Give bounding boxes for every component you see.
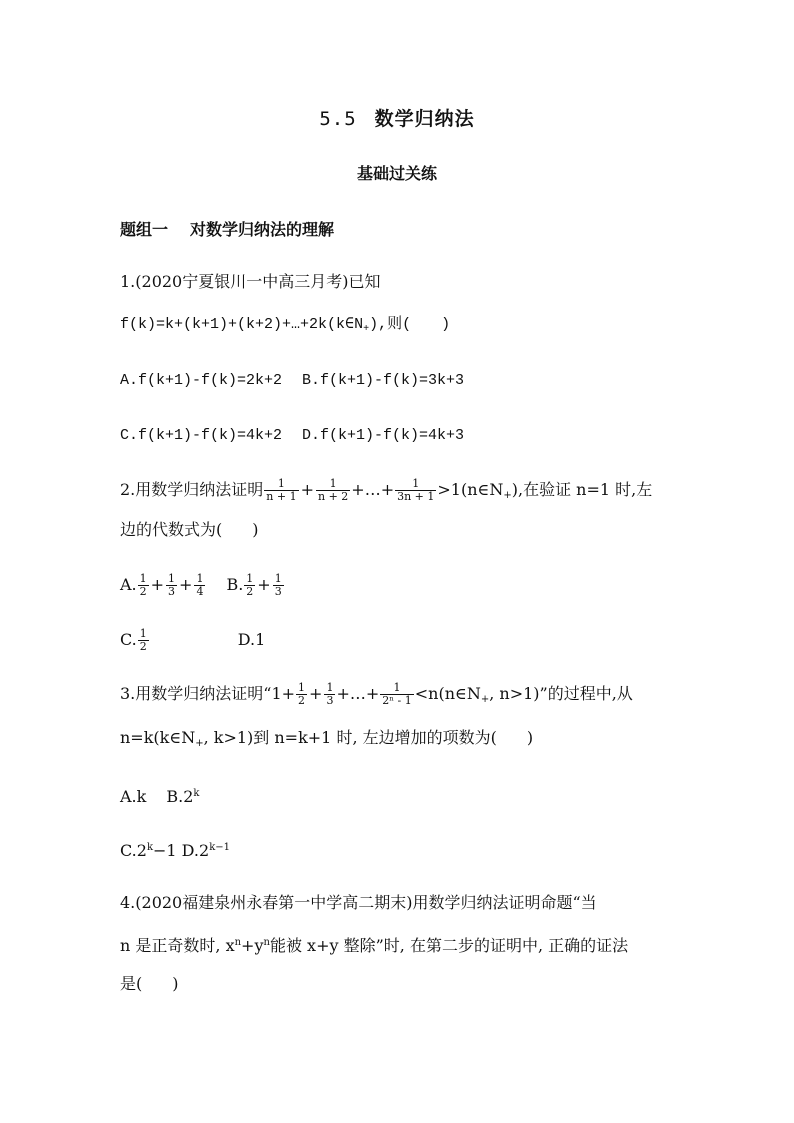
q4-line2: n 是正奇数时, $x^n+y^n$能被 x+y 整除”时, 在第二步的证明中, 正确的证法 [120, 936, 629, 955]
q3-options-cd: $C.2^k-1$ $D.2^{k-1}$ [120, 841, 231, 860]
title-text: 数学归纳法 [374, 108, 475, 130]
q2-options-cd [120, 628, 265, 653]
q2-line2: 边的代数式为( ) [120, 520, 259, 539]
q1-option-b: B.f(k+1)-f(k)=3k+3 [302, 372, 465, 389]
q2-frac-1: $\frac{1}{n + 1}$ [266, 477, 297, 503]
q3-line1: 3.用数学归纳法证明“1+ $\frac{1}{2}$ + $\frac{1}{3}$ +…+ $\frac{1}{\text{2ⁿ - 1}}$ $<n(n\in N_+$, n>1)”的过程中,从 [120, 681, 633, 707]
q1-line1: 1.(2020宁夏银川一中高三月考)已知 [120, 272, 381, 291]
q2-frac-2: $\frac{1}{n + 2}$ [317, 477, 349, 503]
q4-line1: 4.(2020福建泉州永春第一中学高二期末)用数学归纳法证明命题“当 [120, 893, 597, 912]
q2-option-a: A. $\frac{1}{2}$ + $\frac{1}{3}$ + $\frac{1}{4}$ [120, 572, 204, 598]
q1-option-d: D.f(k+1)-f(k)=4k+3 [302, 427, 465, 444]
q1-option-a: A.f(k+1)-f(k)=2k+2 [120, 372, 283, 389]
q2-frac-3: $\frac{1}{3n + 1}$ [397, 477, 435, 503]
q3-option-b: B.2$^k$ [166, 787, 200, 806]
q1-options-cd [120, 424, 464, 448]
subtitle: 基础过关练 [356, 164, 437, 183]
q2-line1: 2.用数学归纳法证明 $\frac{1}{n + 1}$ + $\frac{1}{n + 2}$ +…+ $\frac{1}{3n + 1}$ $>1(n\in N_+)$,在验证 n=1 时,左 [120, 477, 653, 503]
q2-options-ab [120, 573, 285, 598]
q3-line2: $n=k(k\in N_+$, k>1)到 n=k+1 时, 左边增加的项数为( ) [120, 728, 534, 749]
q3-options-ab [120, 782, 199, 809]
section-text: 对数学归纳法的理解 [190, 220, 335, 239]
section-heading [120, 217, 334, 240]
q2-option-b: B. $\frac{1}{2}$ + $\frac{1}{3}$ [226, 572, 282, 598]
q2-option-c: C. $\frac{1}{2}$ [120, 627, 147, 653]
q4-line3: 是( ) [120, 974, 179, 993]
page-title [0, 104, 794, 131]
q1-options-ab [120, 369, 464, 393]
q1-stem: $f(k)=k+(k+1)+(k+2)+\dots+2k(k\in N_+)$,则( ) [120, 316, 451, 335]
q3-option-a: A.k [120, 787, 147, 806]
section-label: 题组一 [120, 220, 169, 239]
section-number: 5.5 [319, 108, 357, 130]
q1-option-c: C.f(k+1)-f(k)=4k+2 [120, 427, 283, 444]
q2-option-d: D.1 [237, 630, 266, 649]
